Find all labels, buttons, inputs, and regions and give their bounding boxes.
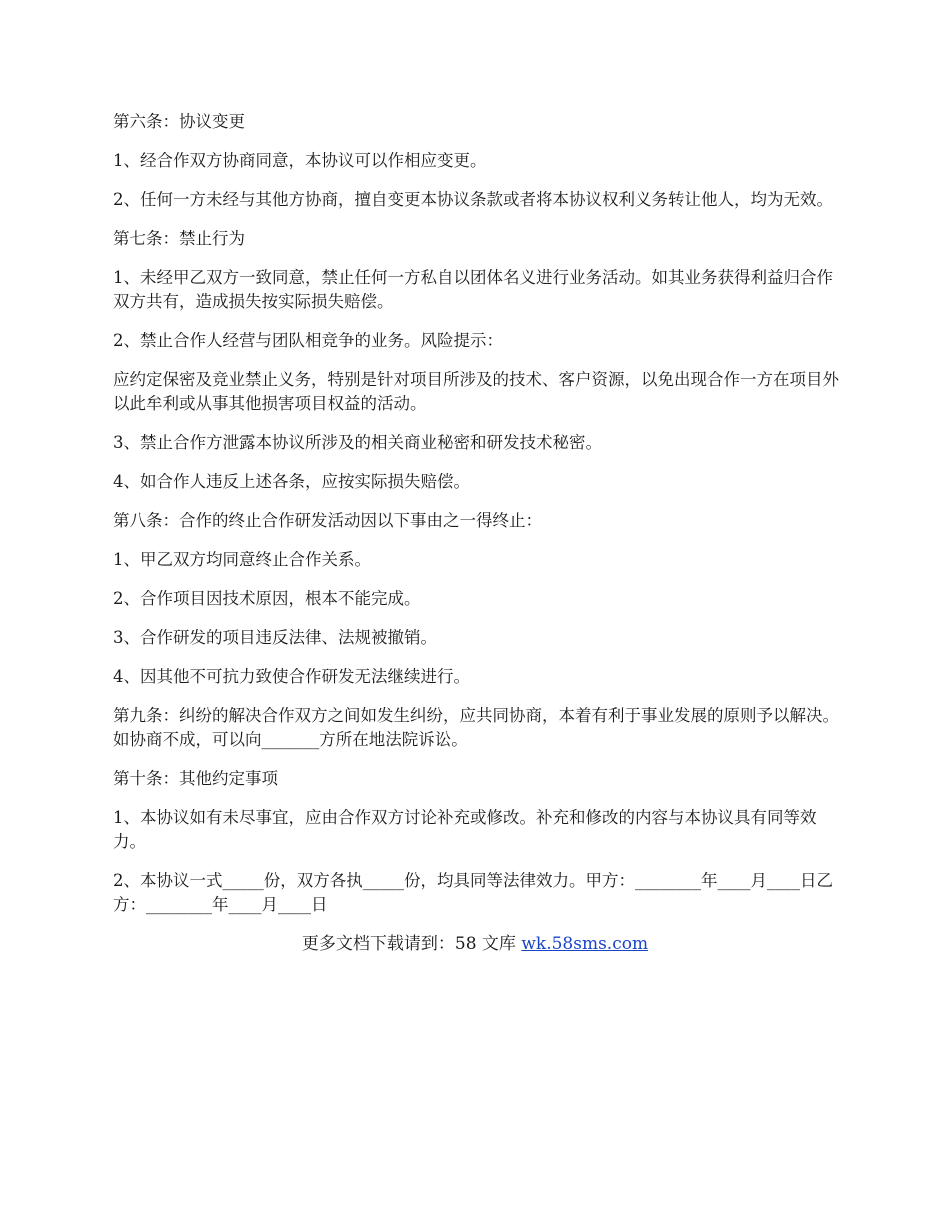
section-heading-7: 第七条：禁止行为	[113, 229, 245, 248]
clause-paragraph: 2、合作项目因技术原因，根本不能完成。	[113, 589, 421, 608]
download-footer	[108, 932, 842, 956]
clause-paragraph: 1、本协议如有未尽事宜，应由合作双方讨论补充或修改。补充和修改的内容与本协议具有同等效力。	[113, 808, 817, 851]
section-heading-8: 第八条：合作的终止合作研发活动因以下事由之一得终止：	[113, 511, 542, 530]
section-heading-10: 第十条：其他约定事项	[113, 769, 278, 788]
clause-paragraph: 1、甲乙双方均同意终止合作关系。	[113, 550, 371, 569]
document-body	[113, 110, 842, 917]
clause-paragraph: 2、禁止合作人经营与团队相竞争的业务。风险提示：	[113, 331, 503, 350]
footer-link[interactable]: wk.58sms.com	[521, 934, 649, 954]
section-heading-6: 第六条：协议变更	[113, 112, 245, 131]
clause-paragraph: 4、因其他不可抗力致使合作研发无法继续进行。	[113, 667, 470, 686]
clause-paragraph: 3、禁止合作方泄露本协议所涉及的相关商业秘密和研发技术秘密。	[113, 433, 602, 452]
risk-note-paragraph: 应约定保密及竞业禁止义务，特别是针对项目所涉及的技术、客户资源，以免出现合作一方在项目外以此牟利或从事其他损害项目权益的活动。	[113, 370, 839, 413]
clause-paragraph: 3、合作研发的项目违反法律、法规被撤销。	[113, 628, 437, 647]
footer-text: 更多文档下载请到：58 文库	[301, 934, 522, 954]
clause-paragraph: 1、未经甲乙双方一致同意，禁止任何一方私自以团体名义进行业务活动。如其业务获得利益归合作双方共有，造成损失按实际损失赔偿。	[113, 268, 833, 311]
section-heading-9: 第九条：纠纷的解决合作双方之间如发生纠纷，应共同协商，本着有利于事业发展的原则予以解决。如协商不成，可以向_______方所在地法院诉讼。	[113, 706, 839, 749]
clause-paragraph: 2、任何一方未经与其他方协商，擅自变更本协议条款或者将本协议权利义务转让他人，均为无效。	[113, 190, 833, 209]
signature-clause-paragraph: 2、本协议一式_____份，双方各执_____份，均具同等法律效力。甲方：________年____月____日乙方：________年____月____日	[113, 871, 833, 914]
clause-paragraph: 4、如合作人违反上述各条，应按实际损失赔偿。	[113, 472, 470, 491]
clause-paragraph: 1、经合作双方协商同意，本协议可以作相应变更。	[113, 151, 487, 170]
